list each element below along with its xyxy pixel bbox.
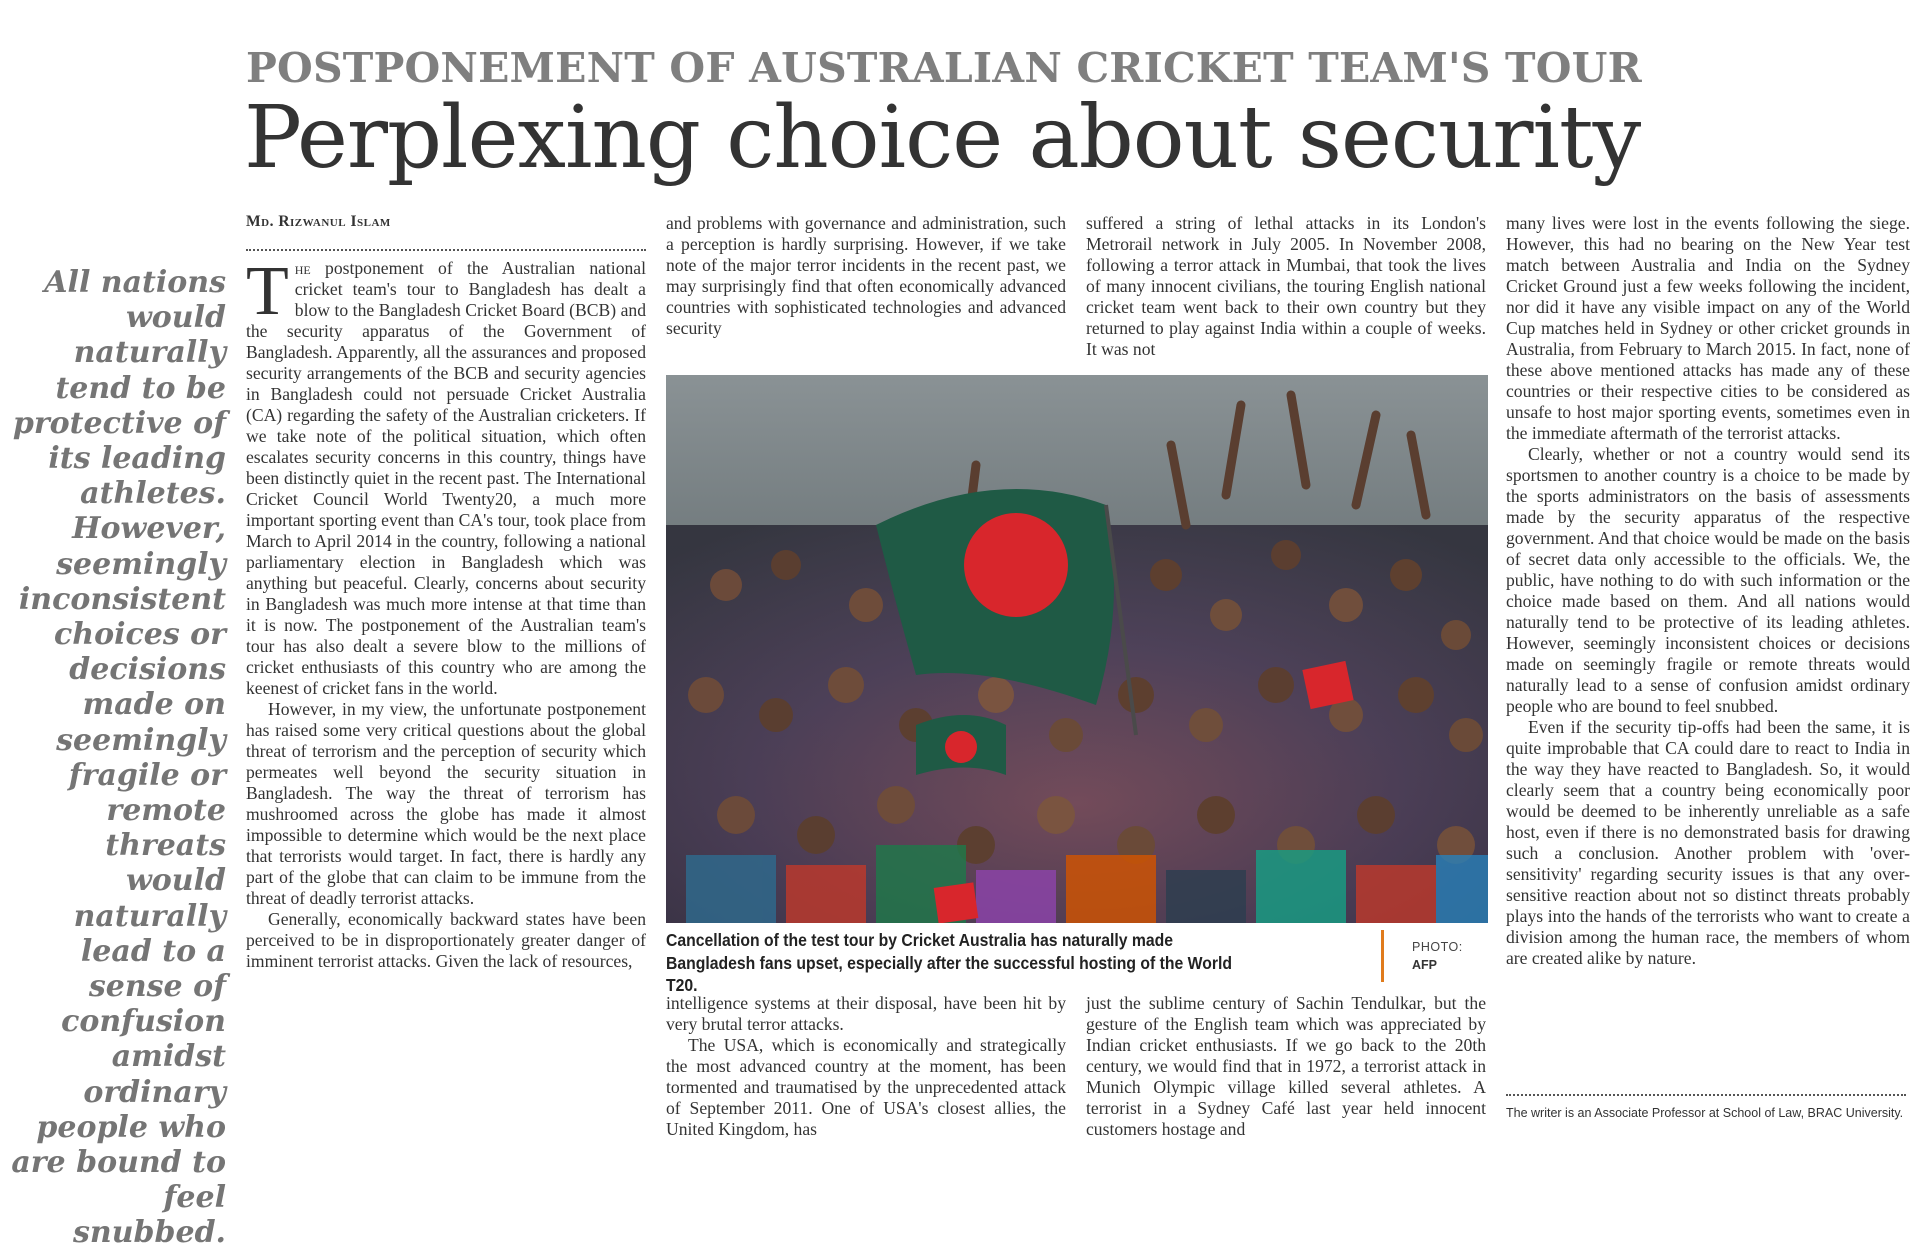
pull-quote: All nations would naturally tend to be protective of its leading athletes. However, seemingly inconsistent choices or decisions made on seemingly fragile or remote threats would naturally lead to a sense of confusion amidst ordinary people who are bound to feel snubbed. [11, 265, 226, 1251]
paragraph-2: However, in my view, the unfortunate postponement has raised some very critical questions about the global threat of terrorism and the perception of security which permeates well beyond the security situation in Bangladesh. The way the threat of terrorism has mushroomed across the globe has made it almost impossible to determine which would be the next place that terrorists would target. In fact, there is hardly any part of the globe that can claim to be immune from the threat of deadly terrorist attacks. [246, 699, 646, 908]
footnote-dotted-rule [1506, 1094, 1906, 1096]
paragraph-col2-top: and problems with governance and administration, such a perception is hardly surprising. However, if we take note of the major terror incidents in the recent past, we may surprisingly find that often economically advanced countries with sophisticated technologies and advanced security [666, 213, 1066, 338]
paragraph-1-text: postponement of the Australian national cricket team's tour to Bangladesh has dealt a blow to the Bangladesh Cricket Board (BCB) and the security apparatus of the Government of Bangladesh. Apparently, all the assurances and proposed security arrangements of the BCB and security agencies in Bangladesh could not persuade Cricket Australia (CA) regarding the safety of the Australian cricketers. If we take note of the political situation, which often escalates security concerns in this country, things have been distinctly quiet in the recent past. The International Cricket Council World Twenty20, a much more important sporting event than CA's tour, took place from March to April 2014 in the country, following a national parliamentary election in Bangladesh which was anything but peaceful. Clearly, concerns about security in Bangladesh was much more intense at that time than it is now. The postponement of the Australian team's tour has also dealt a severe blow to the millions of cricket enthusiasts of this country who are among the keenest of cricket fans in the world. [246, 258, 646, 698]
paragraph-col4-1: many lives were lost in the events following the siege. However, this had no bearing on the New Year test match between Australia and India on the Sydney Cricket Ground just a few weeks following the incident, nor did it have any visible impact on any of the World Cup matches held in Sydney or other cricket grounds in Australia, from February to March 2015. In fact, none of these above mentioned attacks has made any of these countries or their respective cities to be considered as unsafe to host major sporting events, sometimes even in the immediate aftermath of the terrorist attacks. [1506, 213, 1910, 443]
crowd-photo [666, 375, 1488, 923]
paragraph-col4-3: Even if the security tip-offs had been the same, it is quite improbable that CA could dare to react to India in the way they have reacted to Bangladesh. So, it would clearly seem that a country being economically poor would be deemed to be inherently unreliable as a safe host, even if there is no demonstrated basis for drawing such a conclusion. Another problem with 'over-sensitivity' regarding security issues is that any over-sensitive reaction about not so distinct threats probably plays into the hands of the terrorists who want to create a division among the human race, the members of whom are created alike by nature. [1506, 717, 1910, 968]
paragraph-3: Generally, economically backward states have been perceived to be in disproportionately greater danger of imminent terrorist attacks. Given the lack of resources, [246, 909, 646, 971]
article-column-4 [1506, 213, 1910, 969]
byline-dotted-rule [246, 249, 646, 251]
photo-credit-label: PHOTO: [1412, 940, 1463, 954]
byline: Md. Rizwanul Islam [246, 213, 391, 230]
photo-caption: Cancellation of the test tour by Cricket Australia has naturally made Bangladesh fans upset, especially after the successful hosting of the World T20. [666, 930, 1232, 995]
drop-cap: T [246, 253, 289, 330]
crowd-photo-illustration [666, 375, 1488, 923]
paragraph-col2-bottom-2: The USA, which is economically and strategically the most advanced country at the moment, has been tormented and traumatised by the unprecedented attack of September 2011. One of USA's closest allies, the United Kingdom, has [666, 1035, 1066, 1139]
paragraph-col3-bottom: just the sublime century of Sachin Tendulkar, but the gesture of the English team which was appreciated by Indian cricket enthusiasts. If we go back to the 20th century, we would find that in 1972, a terrorist attack in Munich Olympic village killed several athletes. A terrorist in a Sydney Café last year held innocent customers hostage and [1086, 993, 1486, 1139]
article-column-1 [246, 253, 646, 972]
paragraph-col3-top: suffered a string of lethal attacks in its London's Metrorail network in July 2005. In November 2008, following a terror attack in Mumbai, that took the lives of many innocent civilians, the touring English national cricket team went back to their own country but they returned to play against India within a couple of weeks. It was not [1086, 213, 1486, 359]
paragraph-col4-2: Clearly, whether or not a country would send its sportsmen to another country is a choice to be made by the sports administrators on the basis of assessments made by the security apparatus of the respective government. And that choice would be made on the basis of secret data only accessible to the officials. We, the public, have nothing to do with such information or the choice made based on them. And all nations would naturally tend to be protective of its leading athletes. However, seemingly inconsistent choices or decisions made on seemingly fragile or remote threats would naturally lead to a sense of confusion amidst ordinary people who are bound to feel snubbed. [1506, 444, 1910, 716]
headline: Perplexing choice about security [244, 88, 1641, 188]
photo-credit-bar [1381, 930, 1384, 982]
article-column-2-top [666, 213, 1066, 339]
drop-cap-continuation: he [294, 258, 311, 278]
kicker-heading: POSTPONEMENT OF AUSTRALIAN CRICKET TEAM'S TOUR [246, 44, 1642, 92]
article-column-3-bottom [1086, 993, 1486, 1140]
article-column-3-top [1086, 213, 1486, 360]
photo-credit-name: AFP [1412, 958, 1437, 972]
paragraph-1 [246, 253, 646, 699]
paragraph-col2-bottom-1: intelligence systems at their disposal, have been hit by very brutal terror attacks. [666, 993, 1066, 1034]
small-flag [916, 715, 1006, 775]
article-column-2-bottom [666, 993, 1066, 1140]
author-footnote: The writer is an Associate Professor at School of Law, BRAC University. [1506, 1106, 1904, 1120]
